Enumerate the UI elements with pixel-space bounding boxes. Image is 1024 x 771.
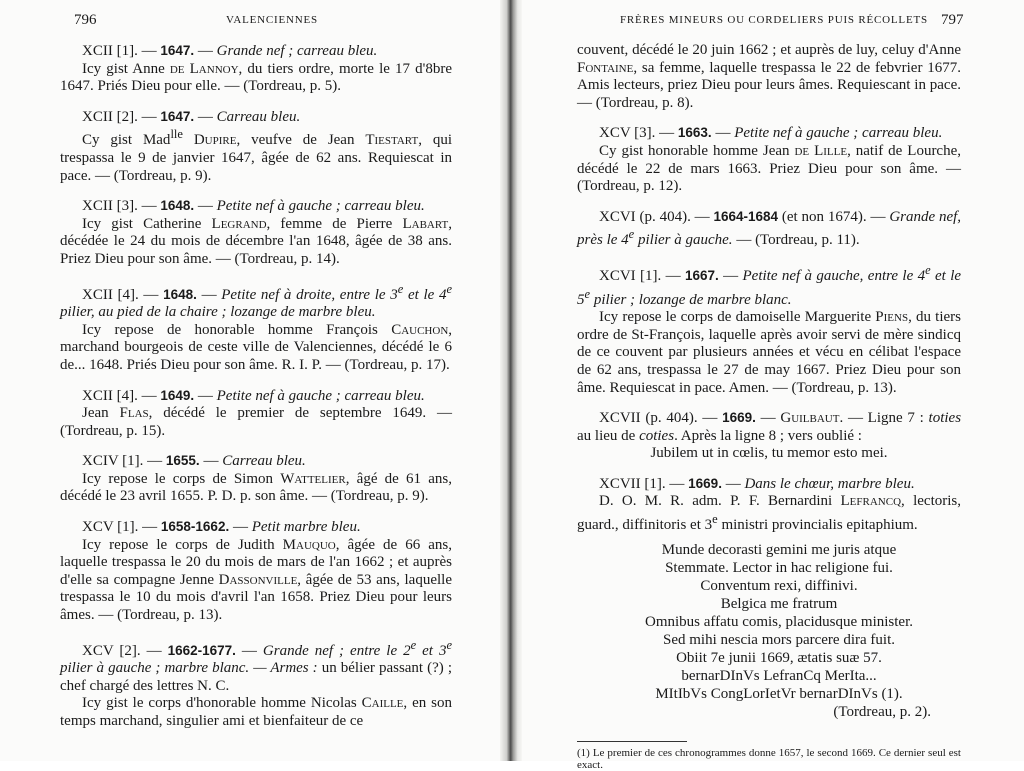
entry-location: Petite nef à gauche ; carreau bleu.: [216, 387, 425, 404]
entry-ref: XCII [4].: [82, 387, 138, 404]
person-name: Legrand: [211, 215, 267, 232]
entry-location: Petite nef à gauche, entre le 4e et le 5e pilier ; lozange de marbre blanc.: [577, 262, 962, 308]
entry-ref: XCV [3].: [599, 125, 656, 142]
entry-ref: XCV [2].: [82, 642, 141, 659]
entry-location: Petite nef à gauche ; carreau bleu.: [734, 125, 943, 142]
left-page: [0, 0, 505, 761]
entry-ref: XCVI [1].: [599, 267, 662, 284]
entry-year: 1648.: [160, 198, 195, 214]
entry-year: 1647.: [160, 108, 195, 124]
entry-location: Petite nef à droite, entre le 3e et le 4e pilier, au pied de la chaire ; lozange de marbre bleu.: [60, 281, 453, 321]
entry-year: 1669.: [722, 410, 756, 426]
entry-location: Carreau bleu.: [216, 108, 301, 125]
person-name: Fontaine: [577, 59, 634, 76]
epitaph-entry: XCVI (p. 404). — 1664-1684 (et non 1674). — Grande nef, près le 4e pilier à gauche. — (Tordreau, p. 11).: [577, 208, 962, 249]
page-number: 796: [74, 12, 97, 28]
entry-year: 1648.: [163, 286, 197, 302]
verse-line: Stemmate. Lector in hac religione fui.: [665, 559, 893, 576]
entry-ref: XCVII [1].: [599, 475, 666, 492]
entry-arms: un bélier passant (?) ; chef chargé des lettres N. C.: [60, 660, 452, 694]
entry-year: 1663.: [677, 125, 712, 141]
entry-ref: XCVII (p. 404).: [599, 410, 698, 427]
person-name: de Lille: [794, 142, 848, 159]
entry-year: 1658-1662.: [160, 519, 230, 535]
person-name: Dassonville: [218, 571, 298, 588]
verse-line: Munde decorasti gemini me juris atque: [661, 541, 897, 558]
entry-year: 1649.: [160, 387, 195, 403]
person-name: Labart: [402, 215, 449, 232]
continuation-text: couvent, décédé le 20 juin 1662 ; et auprès de luy, celuy d'Anne Fontaine, sa femme, laquelle trespassa le 22 de febvrier 1677. Amis lecteurs, priez Dieu pour leurs âmes. Requiescant in pace. — (Tordreau, p. 8).: [577, 42, 961, 111]
entry-ref: XCIV [1].: [82, 453, 144, 470]
person-name: Flas: [119, 405, 149, 422]
epitaph-entry: XCII [3]. — 1648. — Petite nef à gauche ; carreau bleu. Icy gist Catherine Legrand, femme de Pierre Labart, décédée le 24 du mois de décembre l'an 1648, âgée de 38 ans. Priez Dieu pour son âme. — (Tordreau, p. 14).: [60, 198, 453, 267]
entry-source: — (Tordreau, p. 11).: [736, 232, 860, 249]
epitaph-entry: XCII [4]. — 1648. — Petite nef à droite, entre le 3e et le 4e pilier, au pied de la chaire ; lozange de marbre bleu. Icy repose de honorable homme François Cauchon, marchand bourgeois de ceste ville de Valenciennes, décédé le 6 de... 1648. Priés Dieu pour son âme. R. I. P. — (Tordreau, p. 17).: [60, 281, 453, 373]
verse-line: Belgica me fratrum: [720, 595, 838, 612]
entry-year: 1664-1684: [713, 208, 779, 224]
forgotten-verse: Jubilem ut in cœlis, tu memor esto mei.: [650, 445, 888, 462]
entry-ref: XCVI (p. 404).: [599, 208, 691, 225]
entry-year: 1647.: [160, 43, 195, 58]
right-page: [517, 0, 1024, 771]
entry-ref: XCII [3].: [82, 198, 138, 215]
verse-line: MItIbVs CongLorIetVr bernarDInVs (1).: [655, 685, 903, 702]
epitaph-verse: [577, 541, 961, 721]
verse-line: Sed mihi nescia mors parcere dira fuit.: [662, 631, 895, 648]
epitaph-entry: XCVII [1]. — 1669. — Dans le chœur, marbre bleu. D. O. M. R. adm. P. F. Bernardini Lefrancq, lectoris, guard., diffinitoris et 3e ministri provincialis epitaphium.: [577, 475, 961, 534]
person-name: Tiestart: [365, 132, 419, 149]
footnote-rule: [577, 741, 687, 742]
running-header: VALENCIENNES: [226, 14, 318, 26]
person-name: Cauchon: [391, 321, 449, 338]
verse-line: Omnibus affatu comis, placidusque minister.: [644, 613, 913, 630]
person-name: de Lannoy: [169, 60, 239, 77]
epitaph-entry: XCII [4]. — 1649. — Petite nef à gauche ; carreau bleu. Jean Flas, décédé le premier de septembre 1649. — (Tordreau, p. 15).: [60, 387, 452, 439]
verse-line: Conventum rexi, diffinivi.: [700, 577, 858, 594]
entry-location: Dans le chœur, marbre bleu.: [744, 475, 915, 492]
right-text-column: [577, 42, 961, 771]
entry-year: 1669.: [688, 475, 722, 491]
entry-location: Grande nef, près le 4e pilier à gauche.: [577, 208, 962, 249]
entry-location: Grande nef ; carreau bleu.: [216, 43, 378, 59]
entry-ref: XCII [4].: [82, 286, 139, 303]
person-name: Caille: [361, 695, 404, 712]
verse-line: Obiit 7e junii 1669, ætatis suæ 57.: [676, 649, 882, 666]
verse-source: (Tordreau, p. 2).: [833, 703, 931, 720]
entry-location: Petite nef à gauche ; carreau bleu.: [216, 198, 425, 215]
entry-location: Petit marbre bleu.: [251, 519, 361, 536]
entry-year: 1662-1677.: [167, 642, 236, 658]
epitaph-entry: XCII [2]. — 1647. — Carreau bleu. Cy gist Mad$^{lle}$ Dupire, veufve de Jean Tiestart, qui trespassa le 9 de janvier 1647, âgée de 62 ans. Requiescat in pace. — (Tordreau, p. 9).: [60, 108, 453, 184]
entry-ref: XCV [1].: [82, 519, 139, 536]
epitaph-entry: XCVI [1]. — 1667. — Petite nef à gauche, entre le 4e et le 5e pilier ; lozange de marbre blanc. Icy repose le corps de damoiselle Marguerite Piens, du tiers ordre de St-François, laquelle après avoir servi de mère sindicq de ce couvent par plusieurs années et vécu en célibat l'espace de 62 ans, trespassa le 27 de may 1667. Priez Dieu pour son âme. Requiescat in pace. Amen. — (Tordreau, p. 13).: [577, 262, 962, 396]
person-name: Mauquo: [282, 536, 336, 553]
entry-ref: XCII [2].: [82, 108, 138, 125]
entry-year: 1655.: [165, 453, 200, 469]
person-name: Piens: [875, 309, 909, 326]
person-name: Lefrancq: [840, 493, 902, 510]
epitaph-entry: XCV [1]. — 1658-1662. — Petit marbre bleu. Icy repose le corps de Judith Mauquo, âgée de 66 ans, laquelle trespassa le 20 du mois de mars de l'an 1662 ; et auprès d'elle sa compagne Jenne Dassonville, âgée de 53 ans, laquelle trespassa le 10 du mois d'avril l'an 1658. Priez Dieu pour leurs âmes. — (Tordreau, p. 13).: [60, 519, 452, 624]
epitaph-entry: XCVII (p. 404). — 1669. — Guilbaut. — Ligne 7 : toties au lieu de coties. Après la ligne 8 ; vers oublié : Jubilem ut in cœlis, tu memor esto mei.: [577, 410, 962, 462]
entry-ref: XCII [1].: [82, 43, 138, 59]
running-header: FRÈRES MINEURS OU CORDELIERS PUIS RÉCOLLETS: [620, 14, 928, 26]
person-name: Dupire: [193, 132, 237, 149]
epitaph-entry: XCII [1]. — 1647. — Grande nef ; carreau bleu. Icy gist Anne de Lannoy, du tiers ordre, morte le 17 d'8bre 1647. Priés Dieu pour elle. — (Tordreau, p. 5).: [60, 43, 452, 95]
epitaph-entry: XCV [3]. — 1663. — Petite nef à gauche ; carreau bleu. Cy gist honorable homme Jean de Lille, natif de Lourche, décédé le 22 de mars 1663. Priez Dieu pour son âme. — (Tordreau, p. 12).: [577, 125, 961, 195]
footnote: (1) Le premier de ces chronogrammes donne 1657, le second 1669. Ce dernier seul est exact.: [577, 746, 961, 771]
entry-location: Carreau bleu.: [222, 453, 306, 470]
page-number: 797: [941, 12, 964, 28]
person-name: Wattelier: [280, 470, 346, 487]
person-name: Guilbaut: [780, 410, 840, 427]
entry-location: Grande nef ; entre le 2e et 3e pilier à gauche ; marbre blanc. — Armes :: [60, 637, 453, 677]
verse-line: bernarDInVs LefranCq MerIta...: [681, 667, 877, 684]
left-text-column: [60, 42, 452, 743]
epitaph-entry: XCV [2]. — 1662-1677. — Grande nef ; entre le 2e et 3e pilier à gauche ; marbre blanc. — Armes : un bélier passant (?) ; chef chargé des lettres N. C. Icy gist le corps d'honorable homme Nicolas Caille, en son temps marchand, singulier ami et bienfaiteur de ce: [60, 637, 453, 729]
epitaph-entry: XCIV [1]. — 1655. — Carreau bleu. Icy repose le corps de Simon Wattelier, âgé de 61 ans, décédé le 23 avril 1655. P. D. p. son âme. — (Tordreau, p. 9).: [60, 453, 453, 505]
entry-year: 1667.: [684, 267, 719, 283]
